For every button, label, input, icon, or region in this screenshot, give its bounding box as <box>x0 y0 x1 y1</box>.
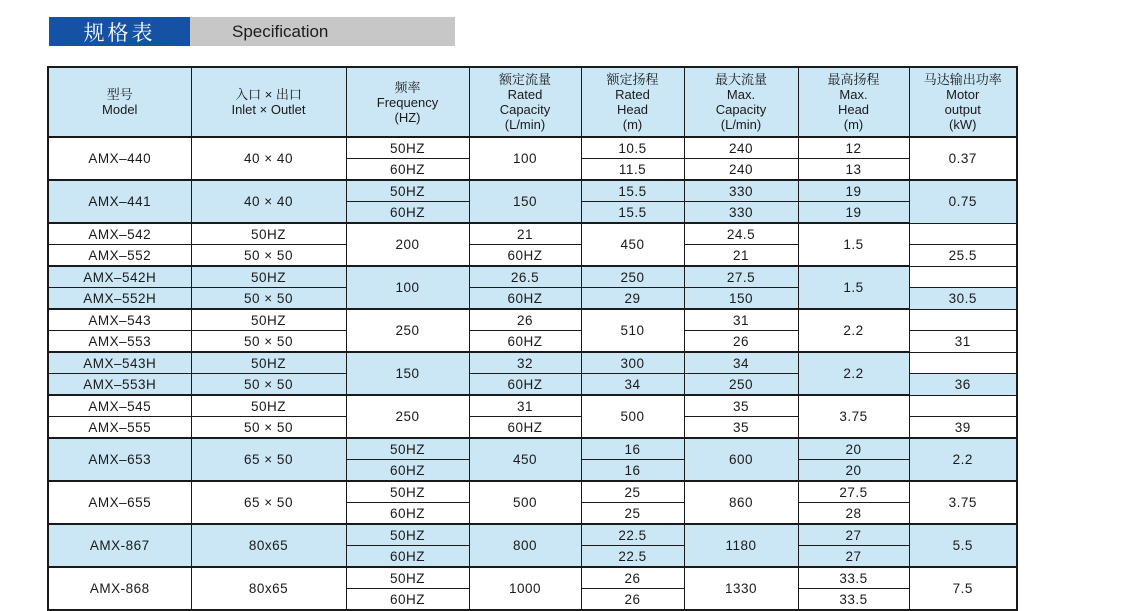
frequency-cell: 50HZ <box>346 137 469 159</box>
rated-capacity-cell: 250 <box>346 309 469 352</box>
max-capacity-cell: 240 <box>684 159 798 181</box>
max-head-cell: 27.5 <box>684 266 798 288</box>
motor-output-cell: 0.75 <box>909 180 1017 223</box>
model-cell: AMX–545 <box>48 395 191 417</box>
frequency-cell: 60HZ <box>346 503 469 525</box>
max-capacity-cell: 860 <box>684 481 798 524</box>
max-head-cell: 31 <box>909 331 1017 353</box>
rated-capacity-cell: 100 <box>469 137 581 180</box>
inlet-outlet-cell: 65 × 50 <box>191 438 346 481</box>
max-head-cell: 31 <box>684 309 798 331</box>
inlet-outlet-cell: 80x65 <box>191 567 346 610</box>
frequency-cell: 60HZ <box>346 460 469 482</box>
max-capacity-cell: 250 <box>684 374 798 396</box>
rated-head-cell: 25 <box>581 481 684 503</box>
frequency-cell: 60HZ <box>469 374 581 396</box>
table-row <box>48 395 1017 417</box>
rated-head-cell: 35 <box>684 417 798 439</box>
max-head-cell: 28 <box>798 503 909 525</box>
frequency-cell: 50HZ <box>191 266 346 288</box>
table-row <box>48 180 1017 202</box>
rated-head-cell: 26 <box>684 331 798 353</box>
frequency-cell: 50HZ <box>346 180 469 202</box>
table-row <box>48 137 1017 159</box>
model-cell: AMX–542H <box>48 266 191 288</box>
table-row <box>48 266 1017 288</box>
inlet-outlet-cell: 50 × 50 <box>191 417 346 439</box>
table-row <box>48 481 1017 503</box>
rated-head-cell: 16 <box>581 460 684 482</box>
column-header-2: 频率 Frequency (HZ) <box>346 67 469 137</box>
max-head-cell: 19 <box>798 180 909 202</box>
max-head-cell: 30.5 <box>909 288 1017 310</box>
max-head-cell: 13 <box>798 159 909 181</box>
column-header-6: 最高扬程 Max. Head (m) <box>798 67 909 137</box>
rated-capacity-cell: 450 <box>469 438 581 481</box>
max-head-cell: 33.5 <box>798 567 909 589</box>
table-row <box>48 524 1017 546</box>
inlet-outlet-cell: 65 × 50 <box>191 481 346 524</box>
frequency-cell: 50HZ <box>346 567 469 589</box>
max-capacity-cell: 500 <box>581 395 684 438</box>
rated-capacity-cell: 150 <box>469 180 581 223</box>
frequency-cell: 60HZ <box>469 288 581 310</box>
rated-head-cell: 26.5 <box>469 266 581 288</box>
frequency-cell: 50HZ <box>191 223 346 245</box>
table-body <box>48 137 1017 610</box>
inlet-outlet-cell: 80x65 <box>191 524 346 567</box>
max-head-cell: 27 <box>798 524 909 546</box>
rated-head-cell: 25 <box>581 503 684 525</box>
rated-head-cell: 26 <box>581 567 684 589</box>
max-head-cell: 25.5 <box>909 245 1017 267</box>
motor-output-cell: 2.2 <box>909 438 1017 481</box>
max-head-cell: 27 <box>798 546 909 568</box>
motor-output-cell: 2.2 <box>798 309 909 352</box>
page-title-en: Specification <box>190 17 455 46</box>
column-header-1: 入口 × 出口 Inlet × Outlet <box>191 67 346 137</box>
max-capacity-cell: 330 <box>684 202 798 224</box>
model-cell: AMX–555 <box>48 417 191 439</box>
column-header-0: 型号 Model <box>48 67 191 137</box>
model-cell: AMX–553H <box>48 374 191 396</box>
rated-head-cell: 22.5 <box>581 546 684 568</box>
rated-head-cell: 15.5 <box>581 180 684 202</box>
table-row <box>48 567 1017 589</box>
inlet-outlet-cell: 40 × 40 <box>191 137 346 180</box>
rated-head-cell: 26 <box>469 309 581 331</box>
frequency-cell: 60HZ <box>469 417 581 439</box>
rated-capacity-cell: 1000 <box>469 567 581 610</box>
model-cell: AMX–441 <box>48 180 191 223</box>
model-cell: AMX–543H <box>48 352 191 374</box>
max-capacity-cell: 450 <box>581 223 684 266</box>
table-row <box>48 352 1017 374</box>
rated-head-cell: 32 <box>469 352 581 374</box>
frequency-cell: 50HZ <box>191 395 346 417</box>
rated-capacity-cell: 200 <box>346 223 469 266</box>
max-head-cell: 24.5 <box>684 223 798 245</box>
motor-output-cell: 1.5 <box>798 266 909 309</box>
frequency-cell: 60HZ <box>346 546 469 568</box>
max-capacity-cell: 1330 <box>684 567 798 610</box>
rated-capacity-cell: 100 <box>346 266 469 309</box>
column-header-3: 额定流量 Rated Capacity (L/min) <box>469 67 581 137</box>
model-cell: AMX–552H <box>48 288 191 310</box>
table-header <box>48 67 1017 137</box>
motor-output-cell: 2.2 <box>798 352 909 395</box>
max-head-cell: 19 <box>798 202 909 224</box>
frequency-cell: 60HZ <box>469 245 581 267</box>
max-head-cell: 36 <box>909 374 1017 396</box>
model-cell: AMX–440 <box>48 137 191 180</box>
max-capacity-cell: 240 <box>684 137 798 159</box>
rated-head-cell: 15.5 <box>581 202 684 224</box>
max-head-cell: 27.5 <box>798 481 909 503</box>
max-head-cell: 20 <box>798 438 909 460</box>
frequency-cell: 50HZ <box>191 352 346 374</box>
rated-head-cell: 29 <box>581 288 684 310</box>
frequency-cell: 50HZ <box>191 309 346 331</box>
table-row <box>48 438 1017 460</box>
inlet-outlet-cell: 50 × 50 <box>191 331 346 353</box>
max-head-cell: 35 <box>684 395 798 417</box>
rated-head-cell: 21 <box>469 223 581 245</box>
column-header-7: 马达输出功率 Motor output (kW) <box>909 67 1017 137</box>
model-cell: AMX-867 <box>48 524 191 567</box>
max-capacity-cell: 300 <box>581 352 684 374</box>
rated-head-cell: 34 <box>581 374 684 396</box>
motor-output-cell: 7.5 <box>909 567 1017 610</box>
rated-capacity-cell: 150 <box>346 352 469 395</box>
title-bar <box>49 17 455 46</box>
specification-table <box>47 66 1018 611</box>
rated-capacity-cell: 800 <box>469 524 581 567</box>
table-row <box>48 309 1017 331</box>
frequency-cell: 60HZ <box>346 159 469 181</box>
model-cell: AMX–655 <box>48 481 191 524</box>
max-capacity-cell: 510 <box>581 309 684 352</box>
page-title-zh: 规格表 <box>49 17 190 46</box>
model-cell: AMX–542 <box>48 223 191 245</box>
rated-head-cell: 11.5 <box>581 159 684 181</box>
model-cell: AMX-868 <box>48 567 191 610</box>
table-row <box>48 223 1017 245</box>
inlet-outlet-cell: 50 × 50 <box>191 374 346 396</box>
frequency-cell: 60HZ <box>469 331 581 353</box>
motor-output-cell: 5.5 <box>909 524 1017 567</box>
motor-output-cell: 3.75 <box>909 481 1017 524</box>
model-cell: AMX–553 <box>48 331 191 353</box>
frequency-cell: 50HZ <box>346 481 469 503</box>
rated-head-cell: 26 <box>581 589 684 611</box>
max-capacity-cell: 330 <box>684 180 798 202</box>
max-head-cell: 34 <box>684 352 798 374</box>
max-head-cell: 33.5 <box>798 589 909 611</box>
max-head-cell: 12 <box>798 137 909 159</box>
motor-output-cell: 3.75 <box>798 395 909 438</box>
model-cell: AMX–543 <box>48 309 191 331</box>
column-header-4: 额定扬程 Rated Head (m) <box>581 67 684 137</box>
inlet-outlet-cell: 40 × 40 <box>191 180 346 223</box>
rated-capacity-cell: 250 <box>346 395 469 438</box>
inlet-outlet-cell: 50 × 50 <box>191 288 346 310</box>
rated-head-cell: 21 <box>684 245 798 267</box>
motor-output-cell: 1.5 <box>798 223 909 266</box>
rated-head-cell: 10.5 <box>581 137 684 159</box>
model-cell: AMX–552 <box>48 245 191 267</box>
frequency-cell: 60HZ <box>346 202 469 224</box>
header-row <box>48 67 1017 137</box>
max-capacity-cell: 1180 <box>684 524 798 567</box>
frequency-cell: 50HZ <box>346 438 469 460</box>
max-head-cell: 39 <box>909 417 1017 439</box>
max-capacity-cell: 600 <box>684 438 798 481</box>
motor-output-cell: 0.37 <box>909 137 1017 180</box>
max-capacity-cell: 250 <box>581 266 684 288</box>
max-head-cell: 20 <box>798 460 909 482</box>
inlet-outlet-cell: 50 × 50 <box>191 245 346 267</box>
column-header-5: 最大流量 Max. Capacity (L/min) <box>684 67 798 137</box>
max-capacity-cell: 150 <box>684 288 798 310</box>
frequency-cell: 60HZ <box>346 589 469 611</box>
rated-head-cell: 31 <box>469 395 581 417</box>
rated-capacity-cell: 500 <box>469 481 581 524</box>
rated-head-cell: 16 <box>581 438 684 460</box>
frequency-cell: 50HZ <box>346 524 469 546</box>
rated-head-cell: 22.5 <box>581 524 684 546</box>
model-cell: AMX–653 <box>48 438 191 481</box>
